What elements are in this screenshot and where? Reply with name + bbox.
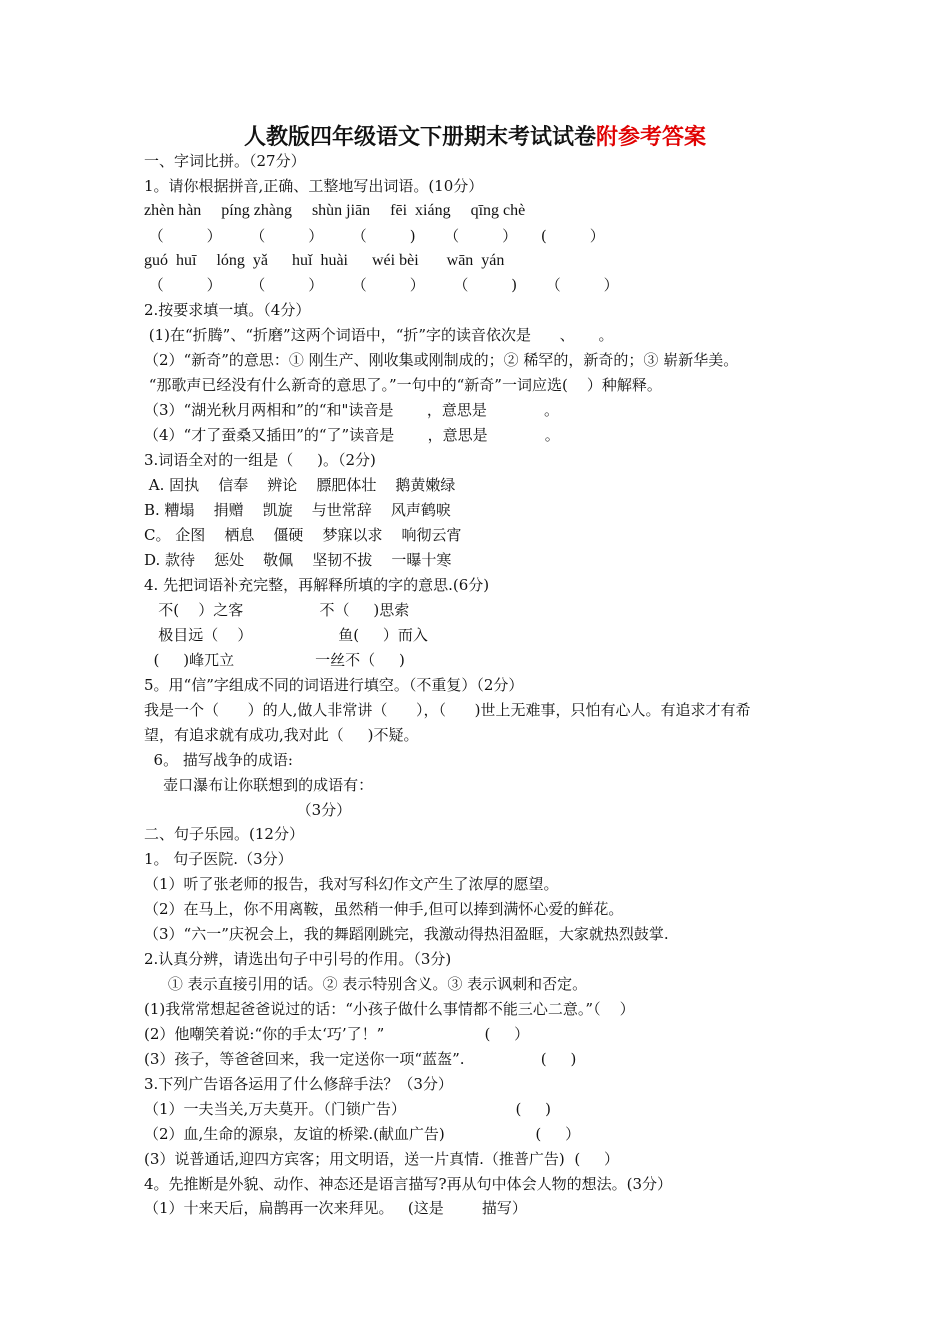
section-2-heading: 二、句子乐园。(12分） [144,825,304,843]
question-2-2-2: (2）他嘲笑着说:“你的手太‘巧’了！” ( ） [144,1025,530,1043]
idiom-row-1: 不( ）之客 不（ )思索 [144,601,410,619]
question-2-2: 2.认真分辨，请选出句子中引号的作用。（3分) [144,950,452,968]
question-1-1: 1。请你根据拼音,正确、工整地写出词语。(10分） [144,177,484,195]
question-2-1-1: （1）听了张老师的报告，我对写科幻作文产生了浓厚的愿望。 [144,875,559,893]
question-1-6-text: 壶口瀑布让你联想到的成语有： [144,776,374,794]
option-b: B. 糟塌 捐赠 凯旋 与世常辞 风声鹤唳 [144,501,451,519]
question-2-2-options: ① 表示直接引用的话。② 表示特别含义。③ 表示讽刺和否定。 [144,975,588,993]
question-2-2-1: (1)我常常想起爸爸说过的话：“小孩子做什么事情都不能三心二意。”（ ） [144,1000,635,1018]
title-main: 人教版四年级语文下册期末考试试卷 [243,124,596,150]
option-a: A. 固执 信奉 辨论 膘肥体壮 鹅黄嫩绿 [144,476,456,494]
document-title [0,122,950,152]
question-1-2-4: （4）“才了蚕桑又插田”的“了”读音是 ，意思是 。 [144,426,560,444]
question-2-1-3: （3）“六一”庆祝会上，我的舞蹈刚跳完，我激动得热泪盈眶，大家就热烈鼓掌. [144,925,669,943]
question-2-3-3: (3）说普通话,迎四方宾客；用文明语，送一片真情.（推普广告) ( ） [144,1150,620,1168]
question-1-3: 3.词语全对的一组是（ )。（2分) [144,451,376,469]
idiom-row-3: ( )峰兀立 一丝不（ ) [144,651,405,669]
title-highlight: 附参考答案 [596,124,707,150]
answer-blanks-row-1: （ ） （ ） （ ) （ ） ( ） [144,227,605,245]
question-2-3-2: （2）血,生命的源泉，友谊的桥梁.(献血广告) ( ） [144,1125,581,1143]
question-1-2-2-cont: “那歌声已经没有什么新奇的意思了。”一句中的“新奇”一词应选( ）种解释。 [144,376,662,394]
question-2-4: 4。先推断是外貌、动作、神态还是语言描写?再从句中体会人物的想法。(3分） [144,1175,672,1193]
question-2-3-1: （1）一夫当关,万夫莫开。（门锁广告） ( ) [144,1100,552,1118]
question-1-2: 2.按要求填一填。（4分） [144,301,311,319]
idiom-row-2: 极目远（ ） 鱼( ）而入 [144,626,428,644]
question-1-2-1: (1)在“折腾”、“折磨”这两个词语中，“折”字的读音依次是 、 。 [144,326,614,344]
question-1-5-text-cont: 望，有追求就有成功,我对此（ )不疑。 [144,726,419,744]
question-2-2-3: (3）孩子，等爸爸回来，我一定送你一项“蓝盔”. ( ) [144,1050,577,1068]
question-1-2-3: （3）“湖光秋月两相和”的“和"读音是 ，意思是 。 [144,401,560,419]
section-1-heading: 一、字词比拼。（27分） [144,152,306,170]
question-1-6: 6。 描写战争的成语: [144,751,293,769]
answer-blanks-row-2: （ ） （ ） （ ） （ ) （ ） [144,276,619,294]
option-d: D. 款待 惩处 敬佩 坚韧不拔 一曝十寒 [144,551,452,569]
question-1-5: 5。用“信”字组成不同的词语进行填空。（不重复）（2分） [144,676,524,694]
question-2-4-1: （1）十来天后，扁鹊再一次来拜见。 (这是 描写） [144,1199,527,1217]
question-1-4: 4. 先把词语补充完整，再解释所填的字的意思.(6分) [144,576,490,594]
question-1-2-2: （2）“新奇”的意思：① 刚生产、刚收集或刚制成的；② 稀罕的，新奇的；③ 崭新华美。 [144,351,739,369]
pinyin-row-2: guó huī lóng yǎ huǐ huài wéi bèi wān yán [144,252,505,269]
option-c: C。 企图 栖息 僵硬 梦寐以求 响彻云宵 [144,526,462,544]
question-2-1-2: （2）在马上，你不用离鞍，虽然稍一伸手,但可以捧到满怀心爱的鲜花。 [144,900,624,918]
question-2-3: 3.下列广告语各运用了什么修辞手法？（3分） [144,1075,453,1093]
question-1-6-score: （3分） [144,801,352,819]
question-1-5-text: 我是一个（ ）的人,做人非常讲（ ），（ )世上无难事，只怕有心人。有追求才有希 [144,701,751,719]
pinyin-row-1: zhèn hàn píng zhàng shùn jiān fēi xiáng qīng chè [144,202,526,219]
question-2-1: 1。 句子医院.（3分） [144,850,293,868]
